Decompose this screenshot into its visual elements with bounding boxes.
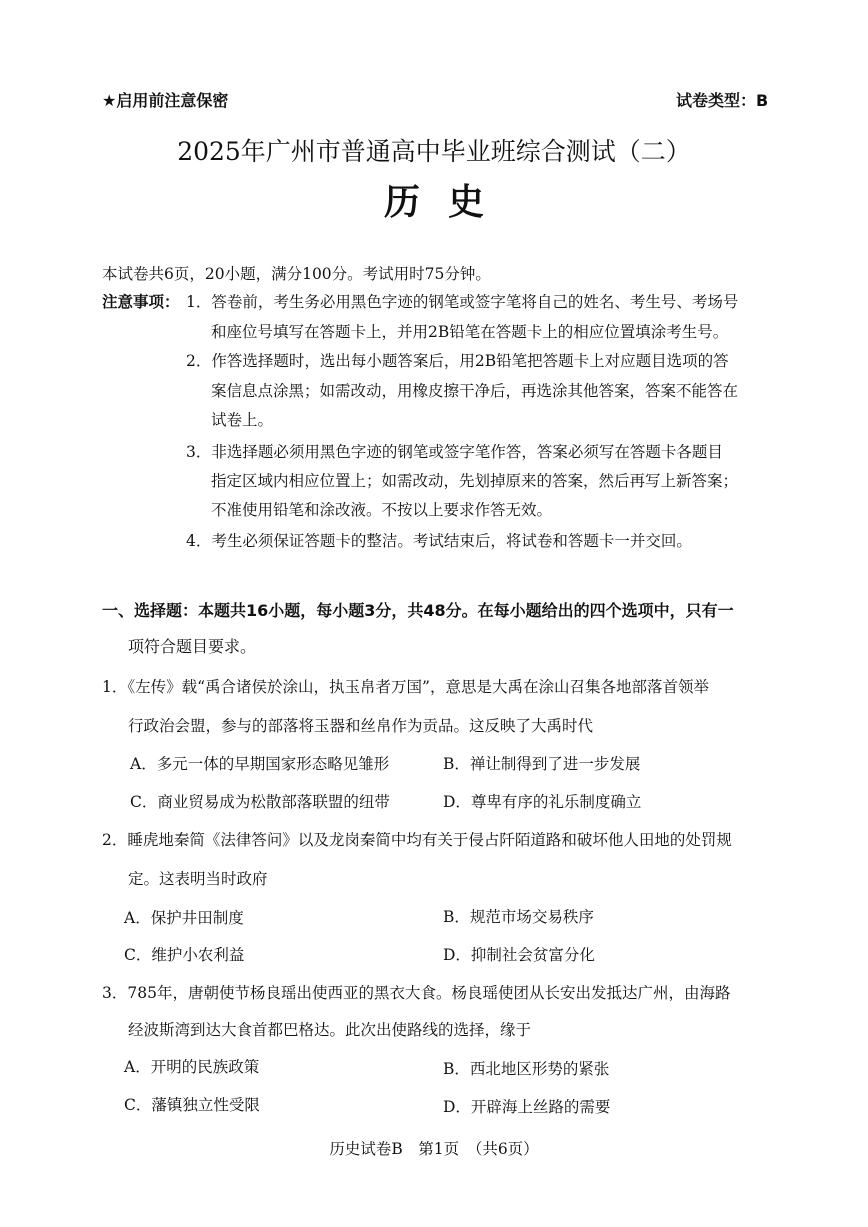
confidential-label: ★启用前注意保密 bbox=[102, 91, 229, 110]
note-line: 试卷上。 bbox=[211, 411, 274, 429]
option-c: C．藩镇独立性受限 bbox=[124, 1096, 260, 1114]
option-d: D．尊卑有序的礼乐制度确立 bbox=[443, 793, 642, 811]
section-heading-continued: 项符合题目要求。 bbox=[128, 637, 257, 656]
option-a: A．保护井田制度 bbox=[124, 909, 244, 927]
option-d: D．抑制社会贫富分化 bbox=[443, 946, 595, 964]
option-b: B．西北地区形势的紧张 bbox=[443, 1060, 610, 1078]
option-d: D．开辟海上丝路的需要 bbox=[443, 1098, 611, 1116]
note-line: 3．非选择题必须用黑色字迹的钢笔或签字笔作答，答案必须写在答题卡各题目 bbox=[186, 443, 723, 461]
exam-intro: 本试卷共6页，20小题，满分100分。考试用时75分钟。 bbox=[102, 265, 491, 283]
question-stem-continued: 行政治会盟，参与的部落将玉器和丝帛作为贡品。这反映了大禹时代 bbox=[128, 717, 594, 735]
question-stem-continued: 经波斯湾到达大食首都巴格达。此次出使路线的选择，缘于 bbox=[128, 1021, 532, 1039]
question-stem: 1．《左传》载“禹合诸侯於涂山，执玉帛者万国”，意思是大禹在涂山召集各地部落首领举 bbox=[102, 678, 709, 696]
section-heading: 一、选择题：本题共16小题，每小题3分，共48分。在每小题给出的四个选项中，只有一 bbox=[102, 601, 734, 620]
notes-label: 注意事项： bbox=[102, 293, 180, 311]
option-c: C．商业贸易成为松散部落联盟的纽带 bbox=[130, 793, 390, 811]
question-stem-continued: 定。这表明当时政府 bbox=[128, 870, 268, 888]
note-line: 案信息点涂黑；如需改动，用橡皮擦干净后，再选涂其他答案，答案不能答在 bbox=[211, 382, 739, 400]
question-stem: 3．785年，唐朝使节杨良瑶出使西亚的黑衣大食。杨良瑶使团从长安出发抵达广州，由海路 bbox=[102, 984, 731, 1002]
note-line: 4．考生必须保证答题卡的整洁。考试结束后，将试卷和答题卡一并交回。 bbox=[186, 532, 692, 550]
option-c: C．维护小农利益 bbox=[124, 946, 245, 964]
note-line: 指定区域内相应位置上；如需改动，先划掉原来的答案，然后再写上新答案； bbox=[211, 472, 739, 490]
note-line: 2．作答选择题时，选出每小题答案后，用2B铅笔把答题卡上对应题目选项的答 bbox=[186, 352, 729, 370]
option-a: A．多元一体的早期国家形态略见雏形 bbox=[130, 755, 390, 773]
note-line: 不准使用铅笔和涂改液。不按以上要求作答无效。 bbox=[211, 501, 553, 519]
exam-title: 2025年广州市普通高中毕业班综合测试（二） bbox=[177, 137, 691, 166]
paper-type-label: 试卷类型：B bbox=[676, 91, 769, 110]
subject-title: 历史 bbox=[383, 181, 512, 223]
note-line: 1．答卷前，考生务必用黑色字迹的钢笔或签字笔将自己的姓名、考生号、考场号 bbox=[186, 293, 739, 311]
note-line: 和座位号填写在答题卡上，并用2B铅笔在答题卡上的相应位置填涂考生号。 bbox=[211, 323, 729, 341]
option-b: B．禅让制得到了进一步发展 bbox=[443, 755, 641, 773]
question-stem: 2．睡虎地秦简《法律答问》以及龙岗秦简中均有关于侵占阡陌道路和破坏他人田地的处罚规 bbox=[102, 831, 732, 849]
option-a: A．开明的民族政策 bbox=[124, 1058, 260, 1076]
page-footer: 历史试卷B 第1页 （共6页） bbox=[329, 1140, 539, 1158]
option-b: B．规范市场交易秩序 bbox=[443, 908, 594, 926]
